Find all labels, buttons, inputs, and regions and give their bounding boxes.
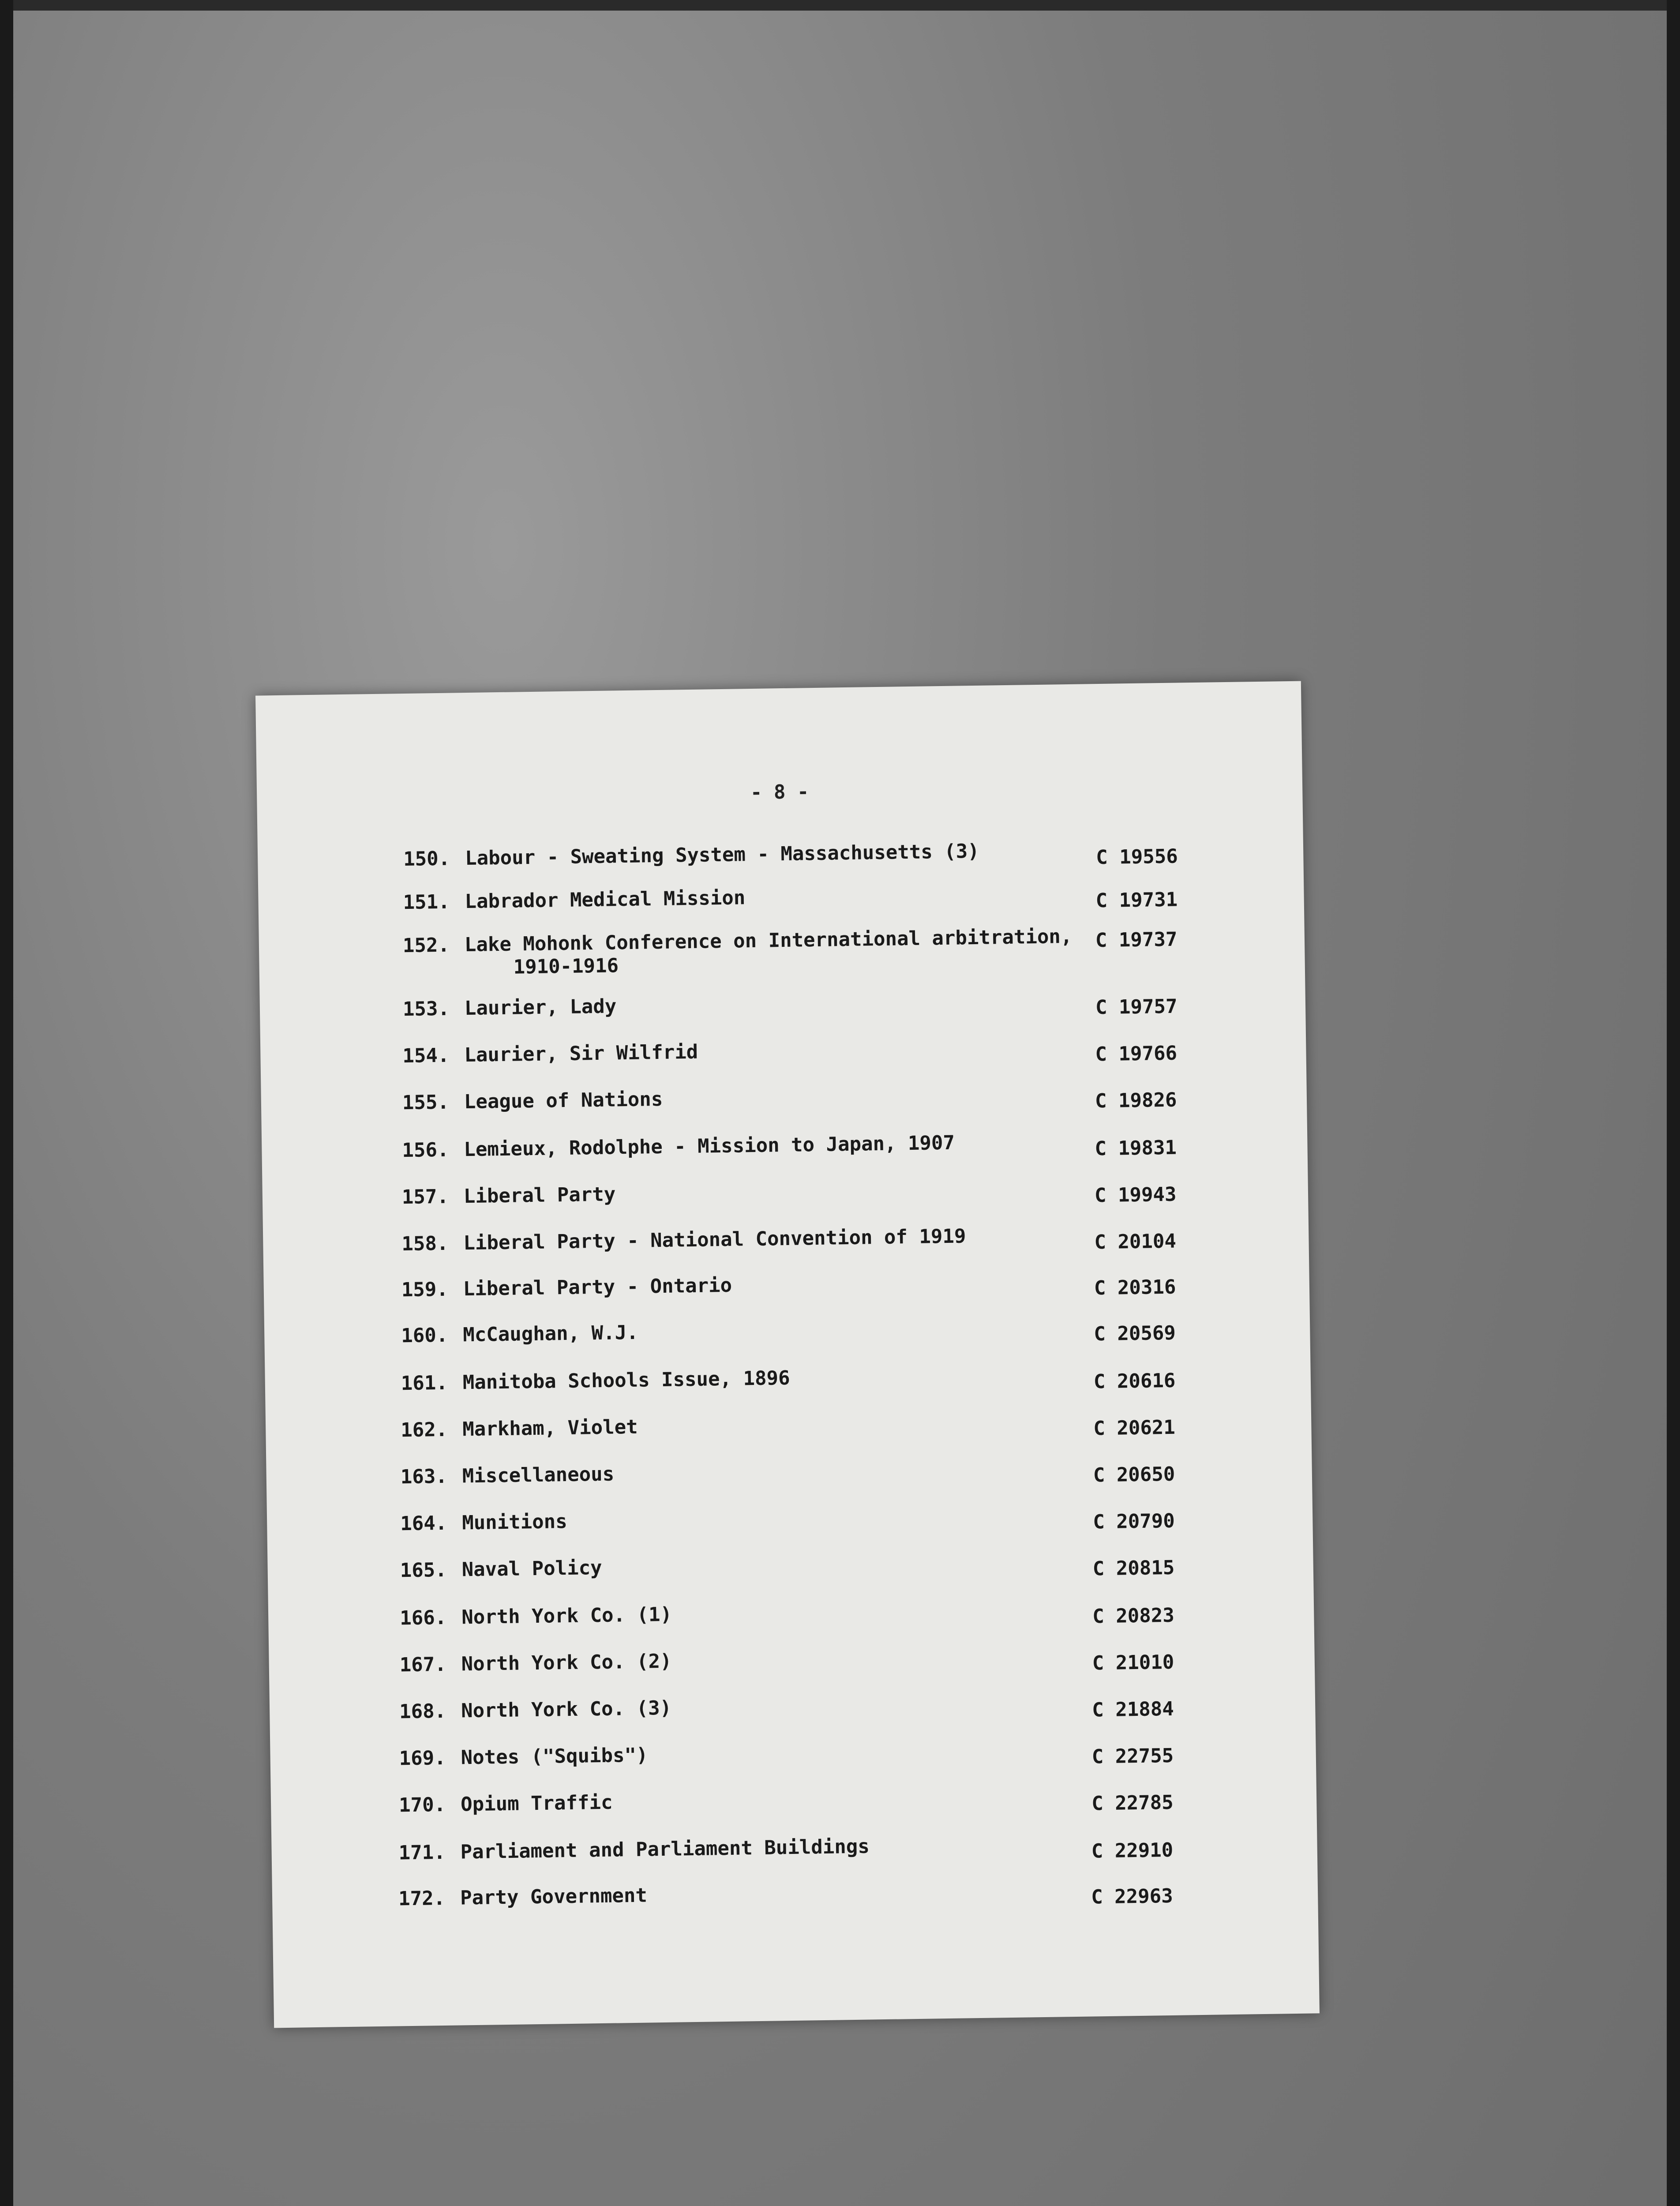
microfilm-reference: C 20790 (1093, 1509, 1175, 1534)
entry-number: 169. (399, 1746, 446, 1770)
microfilm-reference: C 19943 (1094, 1183, 1177, 1207)
entry-title: Opium Traffic (460, 1791, 613, 1816)
entry-title: Laurier, Sir Wilfrid (464, 1040, 698, 1067)
entry-number: 151. (403, 890, 450, 914)
entry-title: Manitoba Schools Issue, 1896 (462, 1366, 790, 1394)
entry-title: Labrador Medical Mission (465, 886, 746, 913)
entry-number: 158. (401, 1232, 449, 1256)
microfilm-reference: C 22785 (1091, 1791, 1174, 1815)
entry-title: Labour - Sweating System - Massachusetts (3) (465, 840, 980, 870)
microfilm-reference: C 20823 (1092, 1604, 1175, 1628)
entry-number: 164. (400, 1512, 447, 1535)
entry-number: 161. (401, 1371, 448, 1395)
entry-number: 162. (400, 1418, 448, 1442)
microfilm-reference: C 21884 (1091, 1697, 1174, 1722)
entry-number: 153. (402, 997, 450, 1021)
entry-title: Munitions (461, 1510, 568, 1534)
entry-list (258, 836, 1303, 1910)
microfilm-reference: C 20621 (1093, 1416, 1176, 1440)
entry-number: 157. (401, 1185, 449, 1209)
page-number: - 8 - (750, 780, 809, 804)
entry-number: 152. (402, 934, 450, 957)
entry-title: Naval Policy (461, 1556, 602, 1581)
entry-title: McCaughan, W.J. (462, 1321, 638, 1347)
film-edge-left (0, 0, 13, 2206)
microfilm-reference: C 22963 (1091, 1884, 1174, 1909)
entry-number: 156. (402, 1138, 449, 1162)
document-page (255, 681, 1320, 2028)
entry-number: 170. (398, 1793, 446, 1817)
microfilm-reference: C 20650 (1093, 1463, 1175, 1487)
entry-title: Parliament and Parliament Buildings (460, 1835, 870, 1864)
microfilm-reference: C 20316 (1094, 1276, 1176, 1300)
entry-title: Miscellaneous (462, 1463, 615, 1488)
entry-number: 163. (400, 1465, 448, 1489)
entry-title: Markham, Violet (462, 1415, 638, 1441)
entry-number: 159. (401, 1278, 449, 1302)
entry-title: Lake Mohonk Conference on International arbitration, (464, 925, 1072, 957)
microfilm-reference: C 20815 (1092, 1556, 1175, 1580)
entry-title: Laurier, Lady (464, 995, 617, 1020)
entry-number: 166. (399, 1606, 447, 1630)
entry-number: 155. (402, 1091, 450, 1114)
microfilm-reference: C 20104 (1094, 1230, 1177, 1254)
entry-title: Lemieux, Rodolphe - Mission to Japan, 1907 (464, 1131, 955, 1161)
microfilm-reference: C 19831 (1095, 1136, 1177, 1160)
microfilm-reference: C 20569 (1094, 1321, 1176, 1346)
microfilm-reference: C 22910 (1091, 1838, 1174, 1863)
microfilm-reference: C 19766 (1095, 1042, 1178, 1066)
entry-number: 168. (399, 1700, 446, 1723)
entry-number: 167. (399, 1653, 447, 1677)
microfilm-reference: C 19737 (1095, 928, 1178, 952)
entry-title-continuation: 1910-1916 (513, 954, 619, 979)
microfilm-reference: C 19826 (1095, 1088, 1177, 1113)
entry-number: 171. (398, 1841, 446, 1865)
entry-title: Liberal Party (463, 1183, 616, 1208)
entry-number: 165. (400, 1558, 447, 1582)
microfilm-reference: C 20616 (1093, 1369, 1176, 1393)
microfilm-reference: C 22755 (1091, 1744, 1174, 1768)
entry-number: 150. (403, 847, 450, 871)
microfilm-reference: C 19731 (1095, 888, 1178, 912)
film-edge-right (1667, 0, 1680, 2206)
entry-title: Party Government (460, 1884, 648, 1910)
entry-title: North York Co. (2) (461, 1650, 672, 1676)
film-edge-top (0, 0, 1680, 11)
entry-title: League of Nations (464, 1088, 663, 1114)
entry-title: North York Co. (1) (461, 1603, 672, 1629)
microfilm-reference: C 21010 (1092, 1651, 1174, 1675)
entry-number: 154. (402, 1044, 450, 1068)
entry-title: Liberal Party - Ontario (463, 1274, 732, 1301)
microfilm-reference: C 19556 (1095, 845, 1178, 869)
microfilm-reference: C 19757 (1095, 995, 1178, 1019)
entry-title: Notes ("Squibs") (461, 1744, 648, 1769)
entry-title: Liberal Party - National Convention of 1919 (463, 1225, 966, 1255)
entry-number: 172. (398, 1887, 446, 1910)
entry-number: 160. (401, 1324, 448, 1347)
entry-title: North York Co. (3) (461, 1696, 672, 1722)
